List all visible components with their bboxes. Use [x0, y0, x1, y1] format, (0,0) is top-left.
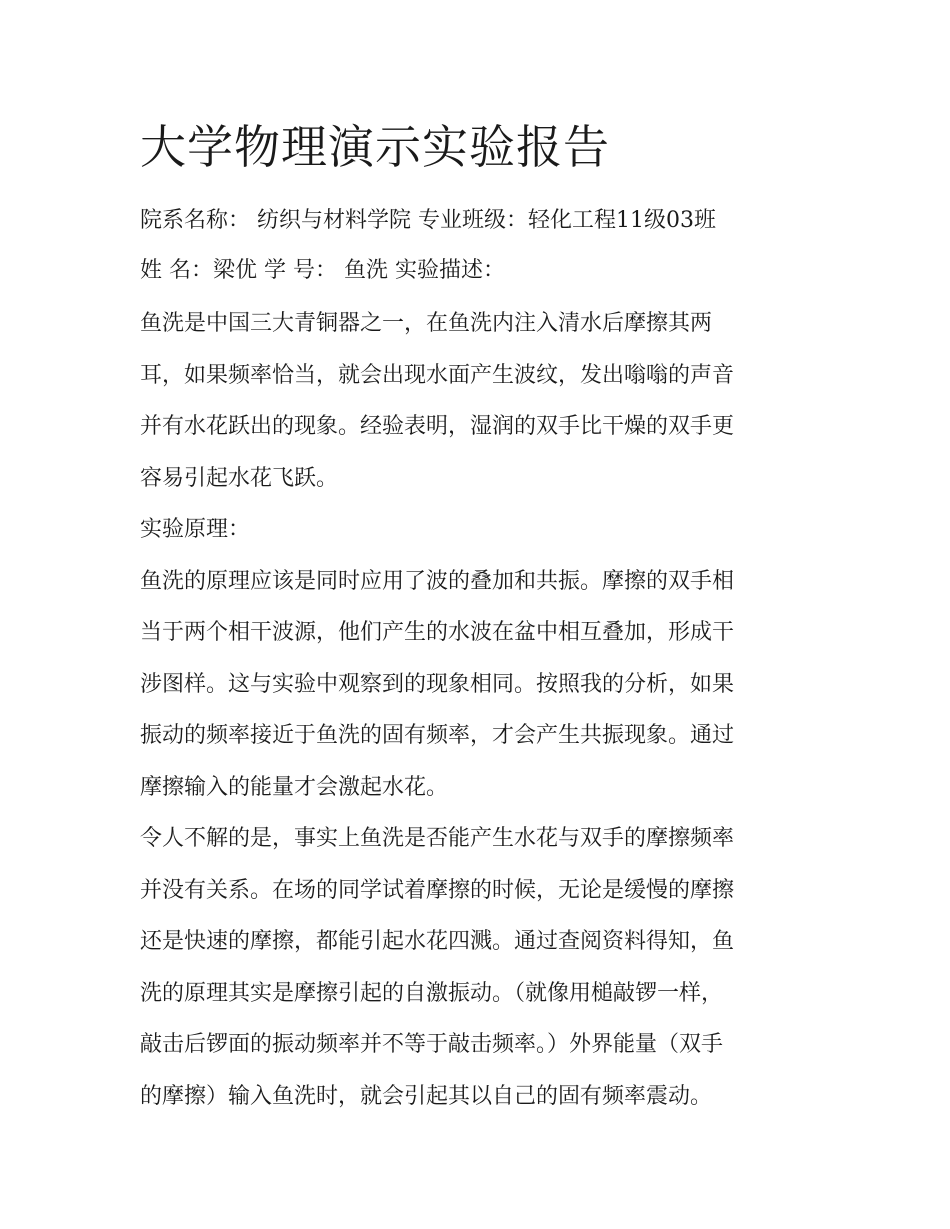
paragraph-line: 的摩擦）输入鱼洗时，就会引起其以自己的固有频率震动。 — [140, 1083, 713, 1109]
paragraph-line: 耳，如果频率恰当，就会出现水面产生波纹，发出嗡嗡的声音 — [140, 362, 735, 388]
department-class-line: 院系名称： 纺织与材料学院 专业班级：轻化工程11级03班 — [140, 208, 716, 233]
principle-heading: 实验原理： — [140, 517, 251, 542]
paragraph-line: 容易引起水花飞跃。 — [140, 465, 339, 491]
paragraph-line: 鱼洗的原理应该是同时应用了波的叠加和共振。摩擦的双手相 — [140, 568, 735, 594]
name-id-line: 姓 名：梁优 学 号： 鱼洗 实验描述： — [140, 258, 505, 283]
paragraph-line: 鱼洗是中国三大青铜器之一，在鱼洗内注入清水后摩擦其两 — [140, 311, 713, 336]
principle-paragraph — [140, 556, 820, 814]
paragraph-line: 敲击后锣面的振动频率并不等于敲击频率。）外界能量（双手 — [140, 1032, 724, 1057]
paragraph-line: 并有水花跃出的现象。经验表明，湿润的双手比干燥的双手更 — [140, 414, 735, 439]
paragraph-line: 摩擦输入的能量才会激起水花。 — [140, 774, 449, 800]
paragraph-line: 还是快速的摩擦，都能引起水花四溅。通过查阅资料得知，鱼 — [140, 929, 735, 954]
paragraph-line: 当于两个相干波源，他们产生的水波在盆中相互叠加，形成干 — [140, 620, 735, 645]
document-title: 大学物理演示实验报告 — [140, 120, 610, 174]
paragraph-line: 涉图样。这与实验中观察到的现象相同。按照我的分析，如果 — [140, 671, 735, 697]
paragraph-line: 振动的频率接近于鱼洗的固有频率，才会产生共振现象。通过 — [140, 723, 735, 748]
paragraph-line: 并没有关系。在场的同学试着摩擦的时候，无论是缓慢的摩擦 — [140, 877, 735, 903]
document-page — [140, 112, 820, 1122]
paragraph-line: 令人不解的是，事实上鱼洗是否能产生水花与双手的摩擦频率 — [140, 826, 735, 851]
paragraph-line: 洗的原理其实是摩擦引起的自激振动。（就像用槌敲锣一样， — [140, 980, 724, 1006]
discussion-paragraph — [140, 813, 820, 1122]
description-paragraph — [140, 298, 820, 504]
